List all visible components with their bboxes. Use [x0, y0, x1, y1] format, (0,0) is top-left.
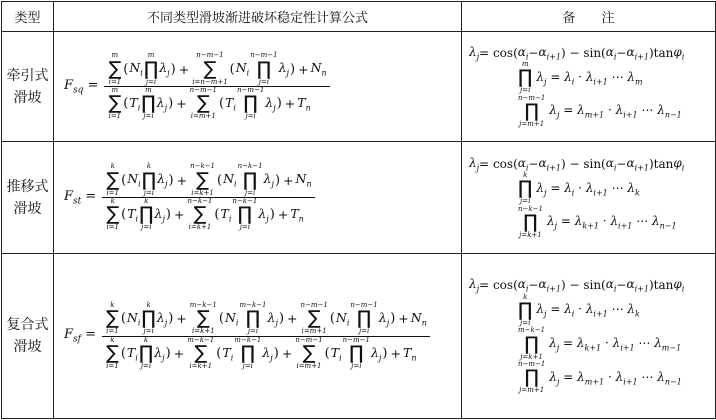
product-operator: [350, 302, 377, 336]
math-var: $T_i$: [129, 95, 141, 113]
math-var: $T_i$: [225, 95, 236, 113]
math-var: $T_i$: [330, 344, 342, 363]
product-operator-lower: j=i: [258, 77, 270, 86]
sum-operator-lower: i=1: [106, 361, 119, 370]
sum-operator: [190, 302, 217, 336]
product-operator: [238, 163, 263, 197]
product-operator-lower: j=m+1: [519, 386, 545, 395]
plus-sign: +: [277, 207, 289, 223]
landslide-type: [2, 142, 54, 254]
table-row: [2, 32, 716, 142]
product-operator: [232, 198, 257, 232]
math-var: $\lambda_j$: [156, 309, 168, 328]
denominator: m ∑ i=1 ( $T_i$ m ∏ j=i $\lambda_j$ ) + n−m−1 ∑ i=m+1 ( $T_i$ n−m−1 ∏ j=i $\lambda_j$ ) + $T_n$: [104, 86, 329, 121]
plus-sign: +: [281, 345, 293, 361]
sum-operator-symbol: ∑: [108, 92, 122, 115]
product-operator-upper: n−m−1: [342, 335, 370, 344]
sum-operator: [108, 87, 121, 121]
denominator: k ∑ i=1 ( $T_i$ k ∏ j=i $\lambda_j$ ) + n−k−1 ∑ i=k+1 ( $T_i$ n−k−1 ∏ j=i $\lambda_j$ ) + $T_n$: [102, 197, 314, 232]
sum-operator-lower: i=1: [108, 77, 122, 86]
lambda-definition: $\lambda_j$ = cos( $\alpha_i$ − $\alpha_{i+1}$ ) − sin( $\alpha_i$ − $\alpha_{i+1}$ )tan $\varphi_i$: [469, 155, 685, 172]
product-operator-upper: k: [143, 335, 149, 344]
sum-operator-lower: i=k+1: [189, 361, 213, 370]
product-expansion: m ∏ j=i $\lambda_j = \lambda_i \cdot \lambda_{i+1}$ ⋯ $\lambda_m$: [518, 60, 643, 95]
product-expansion: k ∏ j=i $\lambda_j = \lambda_i \cdot \lambda_{i+1}$ ⋯ $\lambda_k$: [518, 292, 640, 327]
sum-operator-lower: i=m+1: [190, 112, 216, 121]
product-operator-upper: k: [146, 300, 151, 309]
formula-lhs: $F_{sf}$ =: [64, 327, 97, 345]
math-var: $\lambda_j$: [536, 180, 547, 198]
formula-fraction: [102, 163, 314, 231]
math-var: $N_n$: [410, 309, 427, 328]
math-var: $\lambda_j$: [159, 60, 170, 78]
math-var: $\lambda_j$: [549, 103, 560, 120]
product-operator-lower: j=i: [247, 327, 259, 336]
product-operator-lower: j=i: [520, 86, 531, 95]
lambda-definition: $\lambda_j$ = cos( $\alpha_i$ − $\alpha_{i+1}$ ) − sin( $\alpha_i$ − $\alpha_{i+1}$ )tan $\varphi_i$: [469, 44, 685, 61]
sum-operator-upper: m: [111, 51, 119, 60]
product-operator-upper: n−k−1: [518, 204, 543, 213]
product-operator-symbol: ∏: [240, 341, 255, 364]
sum-operator-upper: n−k−1: [187, 197, 213, 205]
product-operator-symbol: ∏: [524, 366, 539, 389]
table-header-row: [2, 2, 716, 32]
lambda-definition: $\lambda_j$ = cos( $\alpha_i$ − $\alpha_{i+1}$ ) − sin( $\alpha_i$ − $\alpha_{i+1}$ )tan $\varphi_i$: [469, 277, 685, 294]
math-var: $\lambda_j$: [154, 344, 165, 363]
sum-operator-symbol: ∑: [106, 307, 119, 330]
stability-formula: [54, 142, 462, 254]
product-operator-lower: j=k+1: [519, 231, 542, 240]
product-operator-upper: n−m−1: [518, 360, 546, 369]
sum-operator-symbol: ∑: [302, 341, 316, 364]
math-var: $N_i$: [335, 309, 350, 328]
type-line1: 牵引式: [6, 67, 49, 84]
product-operator-upper: n−m−1: [350, 300, 378, 309]
product-operator-symbol: ∏: [256, 57, 272, 80]
formula-notes: [462, 254, 716, 419]
product-operator: [237, 87, 264, 121]
product-operator-upper: m−k−1: [239, 300, 267, 309]
sum-operator: [190, 87, 217, 121]
sum-operator-lower: i=k+1: [191, 327, 215, 336]
plus-sign: +: [283, 172, 294, 188]
product-operator-lower: j=i: [239, 223, 251, 232]
math-var: $N_i$: [235, 60, 250, 78]
product-operator-symbol: ∏: [138, 341, 154, 364]
product-operator-lower: j=i: [140, 361, 152, 370]
product-operator-upper: n−m−1: [236, 86, 265, 94]
plus-sign: +: [298, 61, 309, 77]
product-operator: [139, 337, 153, 371]
formula-lhs: $F_{sq}$ =: [64, 77, 99, 96]
sum-operator: [295, 337, 322, 371]
math-var: $N_i$: [129, 60, 143, 78]
type-line1: 复合式: [6, 317, 49, 333]
product-operator-upper: k: [146, 162, 152, 171]
product-operator: [518, 327, 545, 361]
sum-operator-upper: k: [110, 197, 115, 205]
sum-operator: [192, 52, 227, 86]
product-operator: [518, 61, 532, 95]
product-operator-symbol: ∏: [524, 332, 539, 355]
plus-sign: +: [287, 311, 298, 327]
product-operator-lower: j=i: [143, 112, 154, 121]
plus-sign: +: [176, 96, 187, 112]
product-operator-upper: n−k−1: [237, 162, 263, 171]
product-operator-symbol: ∏: [523, 211, 538, 234]
product-operator-lower: j=i: [244, 188, 256, 197]
math-var: $\lambda_j$: [549, 335, 560, 353]
product-operator: [144, 52, 158, 86]
math-var: $\lambda_j$: [536, 302, 547, 319]
plus-sign: +: [176, 172, 188, 188]
product-expansion: n−k−1 ∏ j=k+1 $\lambda_j = \lambda_{k+1} \cdot \lambda_{i+1}$ ⋯ $\lambda_{n-1}$: [518, 204, 677, 240]
product-operator-upper: m−k−1: [518, 326, 546, 335]
product-operator-symbol: ∏: [524, 100, 539, 123]
product-operator: [518, 294, 532, 328]
product-operator-lower: j=i: [520, 319, 531, 327]
product-operator: [139, 198, 153, 232]
math-var: $\lambda_j$: [258, 206, 269, 224]
sum-operator-lower: i=1: [106, 327, 119, 336]
type-line1: 推移式: [6, 178, 49, 195]
product-operator-symbol: ∏: [141, 92, 156, 115]
sum-operator-upper: n−k−1: [190, 162, 216, 171]
math-var: $\lambda_j$: [154, 206, 165, 224]
product-operator-symbol: ∏: [518, 66, 533, 89]
math-var: $T_n$: [290, 206, 304, 224]
math-var: $T_i$: [126, 344, 138, 363]
sum-operator: [108, 52, 121, 86]
math-var: $\lambda_j$: [546, 214, 558, 231]
math-var: $N_i$: [224, 309, 239, 328]
formula-fraction: [104, 52, 329, 120]
product-operator-symbol: ∏: [518, 177, 533, 200]
sum-operator-symbol: ∑: [196, 168, 209, 191]
plus-sign: +: [390, 345, 401, 361]
numerator: m ∑ i=1 ( $N_i$ m ∏ j=i $\lambda_j$ ) + n−m−1 ∑ i=n−m+1 ( $N_i$ n−m−1 ∏ j=i $\lambda_j$ ) + $N_n$: [108, 51, 327, 86]
sum-operator-upper: n−m−1: [189, 86, 217, 94]
math-var: $\lambda_j$: [278, 60, 289, 78]
product-operator-lower: j=k+1: [520, 352, 543, 361]
plus-sign: +: [176, 311, 187, 327]
sum-operator-symbol: ∑: [203, 57, 217, 80]
math-var: $T_n$: [297, 95, 311, 113]
sum-operator: [190, 163, 215, 197]
product-operator-upper: k: [523, 292, 528, 301]
sum-operator-symbol: ∑: [194, 341, 208, 364]
math-var: $T_n$: [402, 344, 417, 363]
product-operator: [518, 361, 545, 395]
product-operator-symbol: ∏: [139, 203, 154, 226]
plus-sign: +: [174, 207, 185, 223]
product-operator-symbol: ∏: [349, 341, 364, 364]
table-row: [2, 254, 716, 419]
stability-formula: [54, 32, 462, 142]
product-operator-upper: m: [147, 51, 155, 60]
sum-operator: [106, 198, 119, 232]
product-operator-symbol: ∏: [356, 307, 372, 330]
product-operator-upper: n−m−1: [250, 51, 278, 60]
math-var: $T_i$: [220, 206, 232, 224]
math-var: $\lambda_j$: [157, 171, 168, 189]
sum-operator-symbol: ∑: [196, 92, 210, 115]
sum-operator-symbol: ∑: [106, 203, 120, 226]
math-var: $\lambda_j$: [265, 95, 276, 113]
sum-operator-upper: n−m−1: [295, 335, 323, 344]
numerator: k ∑ i=1 ( $N_i$ k ∏ j=i $\lambda_j$ ) + n−k−1 ∑ i=k+1 ( $N_i$ n−k−1 ∏ j=i $\lambda_j$ ) + $N_n$: [106, 162, 312, 197]
stability-formula: [54, 254, 462, 419]
product-operator-lower: j=i: [358, 327, 370, 336]
sum-operator-symbol: ∑: [106, 168, 120, 191]
type-line2: 滑坡: [13, 89, 42, 106]
product-operator-symbol: ∏: [143, 57, 159, 80]
formula-lhs: $F_{st}$ =: [64, 188, 97, 207]
product-operator-upper: n−m−1: [518, 93, 546, 102]
math-var: $N_i$: [127, 171, 141, 189]
numerator: k ∑ i=1 ( $N_i$ k ∏ j=i $\lambda_j$ ) + m−k−1 ∑ i=k+1 ( $N_i$ m−k−1 ∏ j=i $\lambda_j$ ) + n−m−1 ∑ i=m+1 ( $N_i$ n−m−1 ∏ j=i $\lambda_j$ ) + $N_n$: [106, 300, 427, 336]
product-operator: [141, 87, 155, 121]
product-operator: [234, 337, 261, 371]
sum-operator: [106, 337, 119, 371]
sum-operator-upper: k: [110, 162, 115, 171]
product-operator-lower: j=i: [143, 188, 155, 197]
product-operator-upper: m: [521, 60, 529, 68]
product-operator-lower: j=m+1: [519, 120, 545, 129]
sum-operator-symbol: ∑: [108, 57, 122, 80]
math-var: $T_i$: [222, 344, 234, 363]
product-operator-lower: j=i: [520, 197, 531, 206]
denominator: k ∑ i=1 ( $T_i$ k ∏ j=i $\lambda_j$ ) + m−k−1 ∑ i=k+1 ( $T_i$ m−k−1 ∏ j=i $\lambda_j$ ) + n−m−1 ∑ i=m+1 ( $T_i$ n−m−1 ∏ j=i $\lambda_j$ ) + $T_n$: [102, 336, 430, 371]
product-operator: [518, 206, 543, 240]
math-var: $\lambda_j$: [267, 309, 278, 328]
product-expansion: m−k−1 ∏ j=k+1 $\lambda_j = \lambda_{k+1} \cdot \lambda_{i+1}$ ⋯ $\lambda_{m-1}$: [518, 326, 682, 361]
math-var: $N_i$: [223, 171, 237, 189]
formula-notes: [462, 32, 716, 142]
header-formula: 不同类型滑坡渐进破坏稳定性计算公式: [54, 2, 462, 32]
math-var: $T_i$: [127, 206, 139, 224]
sum-operator: [187, 337, 214, 371]
product-operator-lower: j=i: [141, 223, 152, 232]
product-operator-lower: j=i: [245, 112, 256, 121]
product-operator: [141, 302, 155, 336]
math-var: $\lambda_j$: [549, 369, 560, 387]
math-var: $N_n$: [295, 171, 312, 189]
product-operator-lower: j=i: [351, 361, 362, 370]
type-line2: 滑坡: [13, 200, 42, 217]
sum-operator: [301, 302, 328, 336]
math-var: $\lambda_j$: [370, 344, 382, 363]
sum-operator-lower: i=m+1: [296, 361, 322, 370]
product-operator-symbol: ∏: [141, 307, 156, 330]
product-operator: [343, 337, 370, 371]
sum-operator-upper: n−m−1: [196, 51, 224, 60]
product-operator-symbol: ∏: [237, 203, 253, 226]
sum-operator-lower: i=k+1: [188, 223, 212, 232]
math-var: $\lambda_j$: [156, 95, 168, 113]
product-operator-upper: m−k−1: [234, 335, 262, 344]
landslide-type: [2, 254, 54, 419]
type-line2: 滑坡: [13, 339, 42, 355]
product-operator-symbol: ∏: [242, 168, 258, 191]
sum-operator-upper: m−k−1: [189, 300, 217, 309]
math-var: $\lambda_j$: [536, 69, 547, 87]
sum-operator-lower: i=1: [106, 223, 119, 232]
sum-operator-upper: m−k−1: [187, 335, 215, 344]
header-note: 备 注: [462, 2, 716, 32]
product-operator-lower: j=i: [242, 361, 253, 370]
product-operator: [250, 52, 277, 86]
formula-fraction: [102, 302, 430, 370]
sum-operator: [187, 198, 212, 232]
product-operator-symbol: ∏: [518, 299, 533, 321]
product-expansion: n−m−1 ∏ j=m+1 $\lambda_j = \lambda_{m+1} \cdot \lambda_{i+1}$ ⋯ $\lambda_{n-1}$: [518, 93, 682, 129]
math-var: $N_n$: [310, 60, 327, 78]
product-operator-symbol: ∏: [243, 92, 258, 115]
formula-table: [1, 1, 716, 419]
sum-operator-upper: n−m−1: [300, 300, 328, 309]
sum-operator-symbol: ∑: [307, 307, 321, 330]
product-operator-upper: m: [145, 86, 152, 94]
sum-operator-lower: i=n−m+1: [192, 77, 228, 86]
product-operator-symbol: ∏: [245, 307, 261, 330]
product-operator-upper: k: [523, 171, 528, 179]
sum-operator-upper: k: [110, 300, 115, 309]
product-operator: [142, 163, 156, 197]
header-type: 类型: [2, 2, 54, 32]
formula-notes: [462, 142, 716, 254]
math-var: $\lambda_j$: [262, 344, 273, 363]
product-operator-upper: n−k−1: [232, 197, 258, 205]
plus-sign: +: [284, 96, 296, 112]
math-var: $N_i$: [126, 309, 141, 328]
math-var: $\lambda_j$: [263, 171, 274, 189]
sum-operator: [106, 163, 119, 197]
sum-operator-lower: i=1: [108, 112, 122, 121]
product-expansion: n−m−1 ∏ j=m+1 $\lambda_j = \lambda_{m+1} \cdot \lambda_{i+1}$ ⋯ $\lambda_{n-1}$: [518, 360, 682, 395]
plus-sign: +: [178, 61, 190, 77]
product-operator-symbol: ∏: [141, 168, 157, 191]
sum-operator-symbol: ∑: [193, 203, 207, 226]
product-operator-lower: j=i: [145, 77, 157, 86]
product-expansion: k ∏ j=i $\lambda_j = \lambda_i \cdot \lambda_{i+1}$ ⋯ $\lambda_k$: [518, 171, 640, 206]
sum-operator: [106, 302, 119, 336]
sum-operator-lower: i=m+1: [301, 327, 327, 336]
product-operator-lower: j=i: [143, 327, 154, 336]
sum-operator-upper: k: [110, 335, 115, 344]
product-operator: [518, 172, 532, 206]
sum-operator-lower: i=k+1: [191, 188, 214, 197]
sum-operator-symbol: ∑: [196, 307, 210, 330]
sum-operator-symbol: ∑: [106, 341, 119, 364]
product-operator: [239, 302, 266, 336]
sum-operator-upper: m: [111, 86, 119, 94]
table-row: [2, 142, 716, 254]
plus-sign: +: [398, 311, 409, 327]
math-var: $\lambda_j$: [378, 309, 390, 328]
plus-sign: +: [173, 345, 185, 361]
landslide-type: [2, 32, 54, 142]
sum-operator-lower: i=1: [106, 188, 119, 197]
product-operator: [518, 95, 545, 129]
product-operator-upper: k: [144, 197, 149, 205]
